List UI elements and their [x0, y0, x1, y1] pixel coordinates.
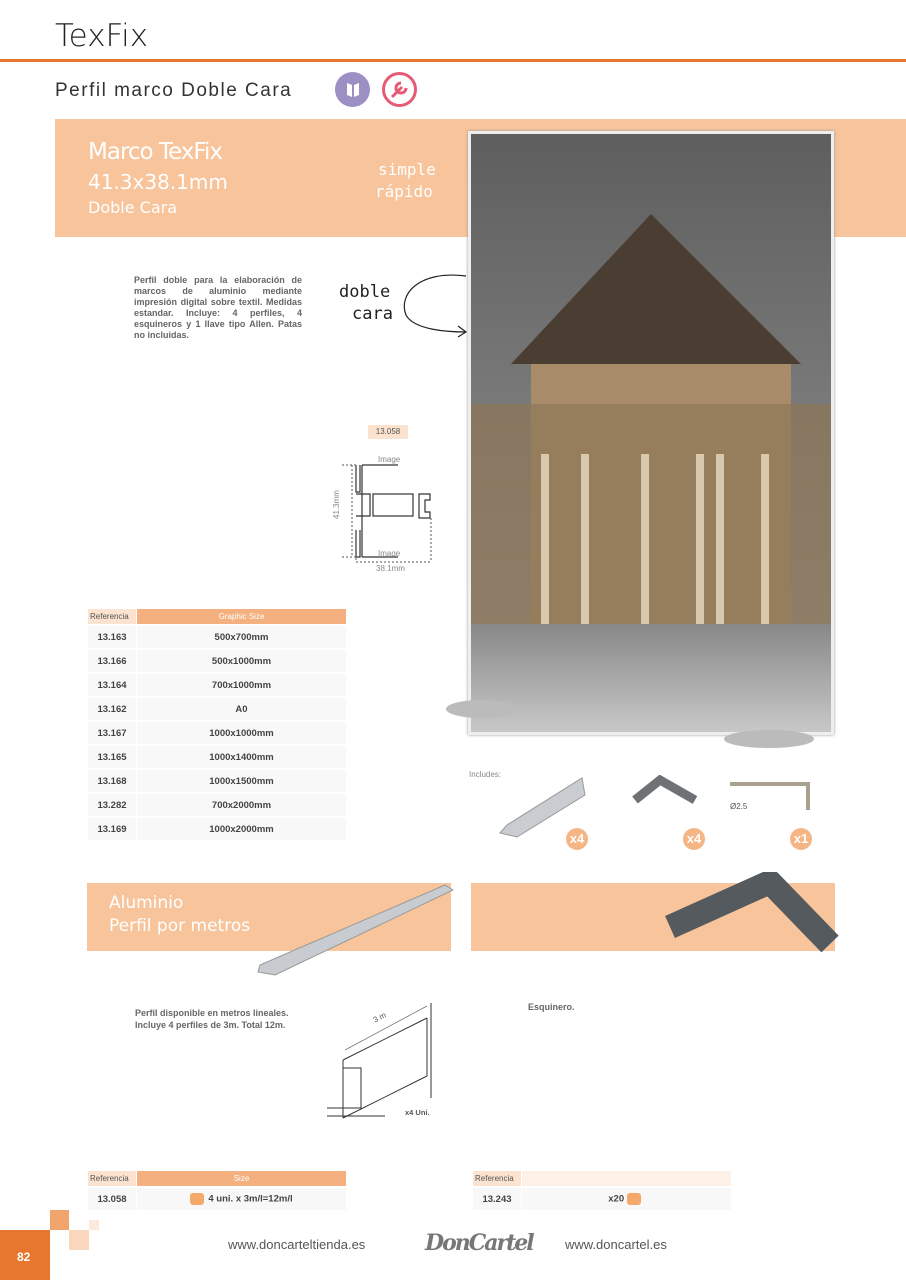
table-row: [88, 674, 346, 696]
diagram-ref: 13.058: [368, 425, 408, 439]
diagram-bottom-label: Image: [378, 549, 401, 558]
table-row: [88, 818, 346, 840]
size-value: 4 uni. x 3m/l=12m/l: [208, 1193, 293, 1205]
graphic-size-cell: 500x700mm: [137, 626, 346, 648]
brand-logo: DonCartel: [425, 1230, 533, 1256]
qty-badge-key: x1: [790, 828, 812, 850]
table-row: [88, 770, 346, 792]
corner-part-image: [630, 775, 700, 815]
ref-cell: 13.243: [473, 1188, 521, 1210]
table-row: [88, 1188, 346, 1210]
esquinero-table: [472, 1169, 732, 1212]
profile-section-drawing: [340, 462, 435, 564]
deco-square: [50, 1210, 69, 1230]
header-rule: [0, 59, 906, 62]
aluminio-subtitle: Perfil por metros: [109, 916, 251, 936]
diagram-height: 41.3mm: [331, 490, 341, 519]
table-row: [88, 650, 346, 672]
aluminio-desc-2: Incluye 4 perfiles de 3m. Total 12m.: [135, 1020, 286, 1030]
footer-url-main[interactable]: www.doncartel.es: [565, 1237, 667, 1252]
esquinero-image: [660, 872, 840, 964]
diagram-width: 38.1mm: [376, 564, 405, 573]
graphic-size-cell: 1000x1400mm: [137, 746, 346, 768]
table-row: [473, 1188, 731, 1210]
stand-foot-left: [446, 700, 516, 718]
graphic-size-table: [87, 607, 347, 842]
product-type: Doble Cara: [88, 198, 177, 217]
graphic-size-cell: 1000x1000mm: [137, 722, 346, 744]
ref-cell: 13.164: [88, 674, 136, 696]
table-row: [88, 722, 346, 744]
qty-cell: [522, 1188, 731, 1210]
graphic-size-cell: 1000x2000mm: [137, 818, 346, 840]
graphic-size-cell: 1000x1500mm: [137, 770, 346, 792]
aluminio-desc-1: Perfil disponible en metros lineales.: [135, 1008, 289, 1018]
product-name: Marco TexFix: [88, 139, 222, 165]
table-row: [88, 746, 346, 768]
aluminio-units: x4 Uni.: [405, 1108, 430, 1117]
col-referencia: Referencia: [88, 609, 136, 624]
product-size: 41.3x38.1mm: [88, 170, 228, 194]
product-photo: [468, 131, 834, 735]
tag-simple: simple: [378, 160, 436, 179]
graphic-size-cell: 700x2000mm: [137, 794, 346, 816]
product-description: Perfil doble para la elaboración de marcos de aluminio mediante impresión digital sobre textil. Medidas estandar. Incluye: 4 perfiles, 4 esquineros y 1 llave tipo Allen. Patas no incluidas.: [134, 275, 302, 340]
size-cell: [137, 1188, 346, 1210]
aluminio-title: Aluminio: [109, 893, 184, 913]
includes-label: Includes:: [469, 770, 502, 779]
deco-square: [69, 1230, 89, 1250]
box-icon: [190, 1193, 204, 1205]
col-graphic-size: Graphic Size: [137, 609, 346, 624]
wrench-icon: [382, 72, 417, 107]
ref-cell: 13.167: [88, 722, 136, 744]
ref-cell: 13.168: [88, 770, 136, 792]
callout-cara: cara: [352, 304, 393, 324]
qty-badge-corner: x4: [683, 828, 705, 850]
page-title: TexFix: [55, 18, 149, 54]
tag-rapido: rápido: [375, 182, 433, 201]
table-row: [88, 626, 346, 648]
ref-cell: 13.162: [88, 698, 136, 720]
ref-cell: 13.165: [88, 746, 136, 768]
aluminio-length: 3 m: [371, 1010, 388, 1025]
deco-square: [89, 1220, 99, 1230]
col-referencia: Referencia: [88, 1171, 136, 1186]
qty-value: x20: [608, 1193, 625, 1205]
box-icon: [627, 1193, 641, 1205]
page-number: 82: [0, 1230, 50, 1280]
ref-cell: 13.058: [88, 1188, 136, 1210]
page-subtitle: Perfil marco Doble Cara: [55, 80, 293, 101]
stand-foot-right: [724, 730, 814, 748]
qty-badge-profile: x4: [566, 828, 588, 850]
allen-key-size: Ø2.5: [730, 802, 748, 811]
graphic-size-cell: A0: [137, 698, 346, 720]
ref-cell: 13.169: [88, 818, 136, 840]
graphic-size-cell: 500x1000mm: [137, 650, 346, 672]
col-referencia: Referencia: [473, 1171, 521, 1186]
esquinero-desc: Esquinero.: [528, 1002, 575, 1012]
col-empty: [522, 1171, 731, 1186]
footer-url-shop[interactable]: www.doncarteltienda.es: [228, 1237, 366, 1252]
ref-cell: 13.163: [88, 626, 136, 648]
aluminio-table: [87, 1169, 347, 1212]
table-row: [88, 794, 346, 816]
callout-arrow: [398, 270, 470, 340]
ref-cell: 13.166: [88, 650, 136, 672]
table-row: [88, 698, 346, 720]
diagram-top-label: Image: [378, 455, 401, 464]
graphic-size-cell: 700x1000mm: [137, 674, 346, 696]
col-size: Size: [137, 1171, 346, 1186]
double-panel-icon: [335, 72, 370, 107]
aluminio-profile-image: [255, 880, 455, 978]
callout-doble: doble: [339, 282, 391, 302]
ref-cell: 13.282: [88, 794, 136, 816]
